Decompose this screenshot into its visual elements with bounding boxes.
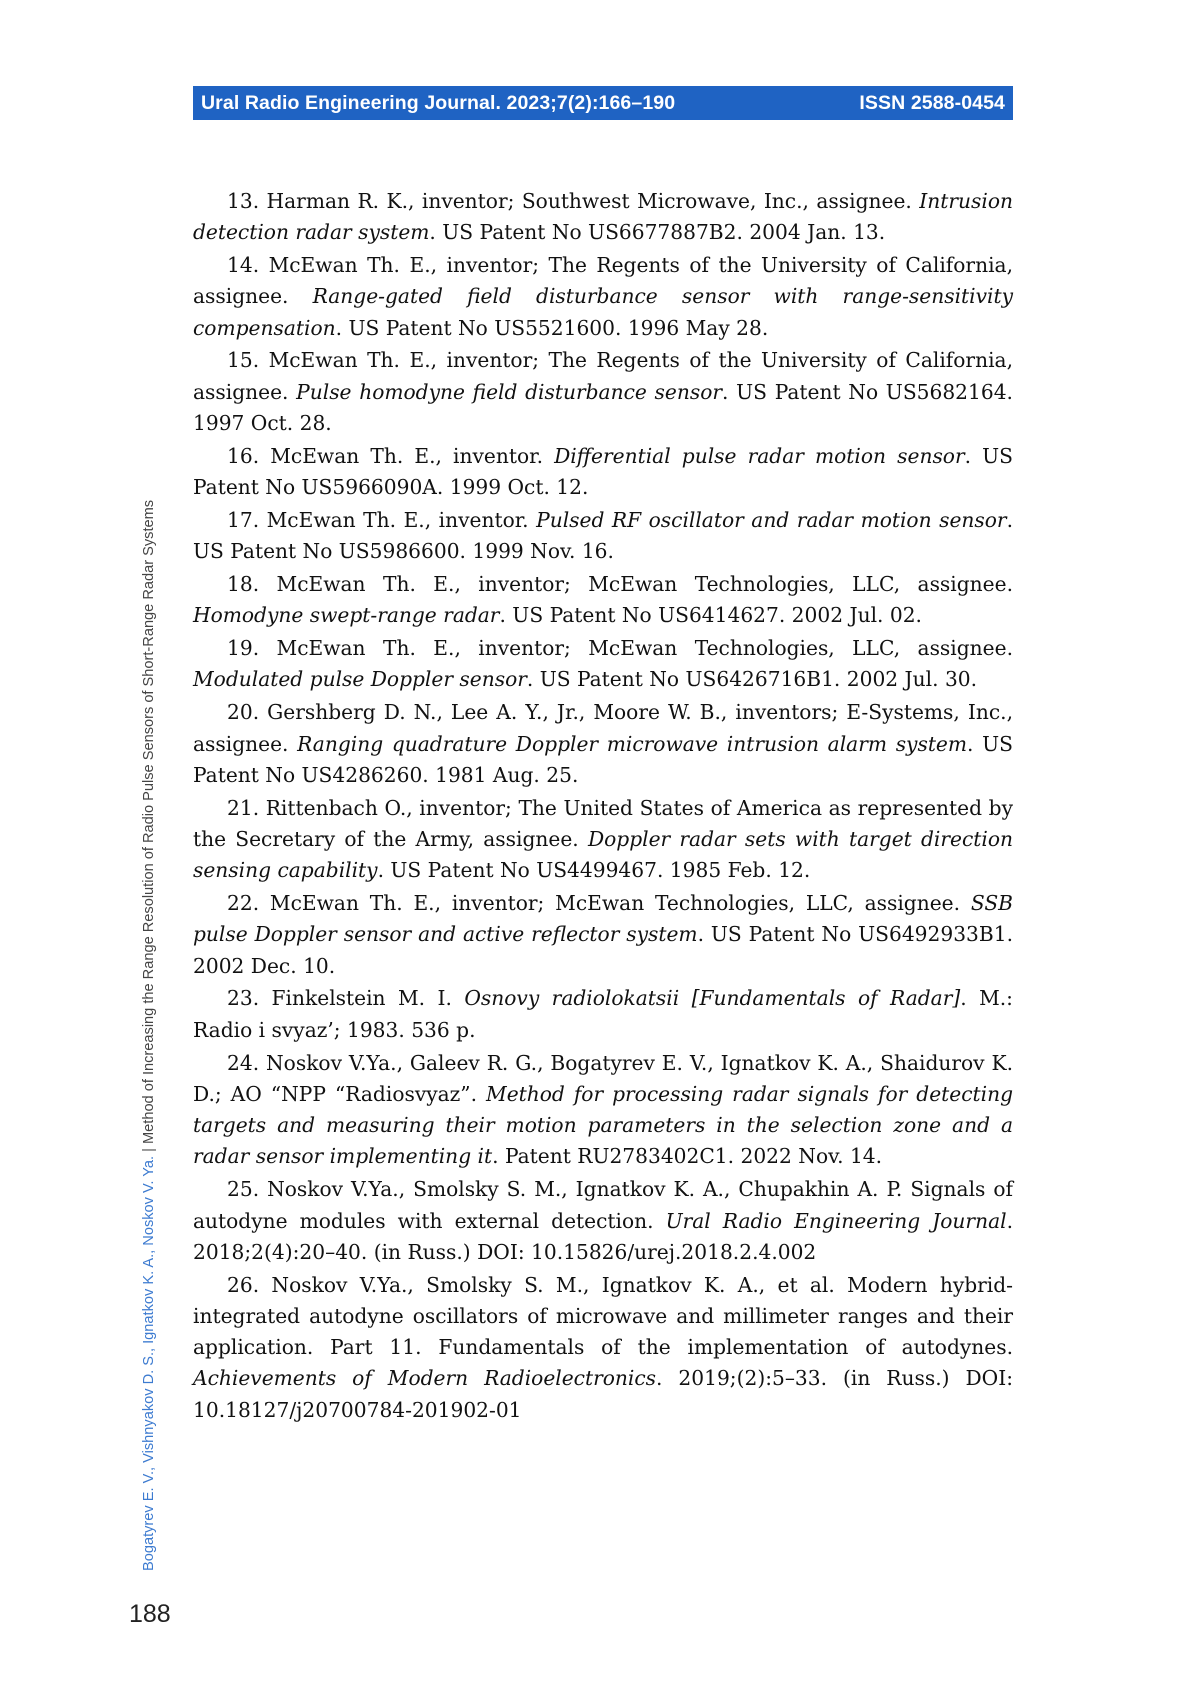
reference-details: . US Patent No US6492933B1. 2002 Dec. 10. (193, 922, 1013, 978)
reference-text: 17. McEwan Th. E., inventor. (227, 507, 537, 532)
reference-text: 23. Finkelstein M. I. (227, 986, 465, 1011)
reference-details: . US Patent No US4499467. 1985 Feb. 12. (377, 858, 811, 883)
reference-item (193, 983, 1013, 1046)
reference-title: Pulsed RF oscillator and radar motion sensor (536, 507, 1007, 532)
reference-details: . US Patent No US6426716B1. 2002 Jul. 30. (526, 667, 978, 692)
reference-details: . US Patent No US5986600. 1999 Nov. 16. (193, 507, 1013, 564)
reference-details: . US Patent No US5682164. 1997 Oct. 28. (193, 379, 1013, 436)
journal-issn: ISSN 2588-0454 (859, 91, 1005, 114)
reference-text: 15. McEwan Th. E., inventor; The Regents of the University of California, assignee. (193, 348, 1013, 404)
reference-list (193, 186, 1013, 1428)
reference-item (193, 633, 1013, 696)
reference-details: . 2018;2(4):20–40. (in Russ.) DOI: 10.15826/urej.2018.2.4.002 (193, 1208, 1013, 1264)
reference-title: Intrusion detection radar system (193, 189, 1013, 245)
side-article-title: Method of Increasing the Range Resolution of Radio Pulse Sensors of Short-Range Radar Systems (141, 499, 157, 1144)
reference-title: Modulated pulse Doppler sensor (193, 667, 527, 692)
reference-text: 14. McEwan Th. E., inventor; The Regents of the University of California, assignee. (193, 253, 1013, 309)
side-separator: | (141, 1148, 157, 1152)
reference-details: . US Patent No US5966090A. 1999 Oct. 12. (193, 443, 1013, 500)
journal-header-bar (193, 86, 1013, 120)
reference-item (193, 1048, 1013, 1173)
reference-text: 18. McEwan Th. E., inventor; McEwan Technologies, LLC, assignee. (227, 572, 1013, 597)
reference-item (193, 888, 1013, 982)
side-running-title (140, 316, 158, 1571)
journal-citation: Ural Radio Engineering Journal. 2023;7(2):166–190 (201, 91, 676, 114)
reference-item (193, 793, 1013, 887)
reference-item (193, 569, 1013, 632)
reference-title: Pulse homodyne field disturbance sensor (296, 379, 723, 404)
reference-title: Differential pulse radar motion sensor (554, 443, 965, 468)
reference-item (193, 441, 1013, 504)
reference-details: . US Patent No US6414627. 2002 Jul. 02. (499, 603, 922, 628)
reference-details: . US Patent No US4286260. 1981 Aug. 25. (193, 731, 1013, 787)
reference-details: . US Patent No US6677887B2. 2004 Jan. 13. (429, 220, 886, 245)
reference-title: Doppler radar sets with target direction sensing capability (193, 826, 1013, 883)
reference-title: Method for processing radar signals for detecting targets and measuring their motion parameters in the selection zone and a radar sensor implementing it (193, 1081, 1014, 1169)
reference-title: Osnovy radiolokatsii [Fundamentals of Radar] (464, 986, 961, 1011)
reference-item (193, 186, 1013, 249)
reference-text: 20. Gershberg D. N., Lee A. Y., Jr., Moore W. B., inventors; E-Systems, Inc., assignee. (193, 700, 1013, 756)
reference-details: . US Patent No US5521600. 1996 May 28. (335, 315, 769, 340)
page-number: 188 (129, 1600, 171, 1628)
reference-text: 19. McEwan Th. E., inventor; McEwan Technologies, LLC, assignee. (227, 636, 1013, 661)
reference-details: . 2019;(2):5–33. (in Russ.) DOI: 10.18127/j20700784-201902-01 (193, 1366, 1014, 1422)
reference-title: Achievements of Modern Radioelectronics (193, 1366, 657, 1391)
reference-item (193, 345, 1013, 439)
reference-details: . M.: Radio i svyaz’; 1983. 536 p. (193, 986, 1013, 1042)
reference-text: 13. Harman R. K., inventor; Southwest Microwave, Inc., assignee. (227, 189, 920, 213)
reference-item (193, 1270, 1013, 1426)
reference-text: 24. Noskov V.Ya., Galeev R. G., Bogatyrev E. V., Ignatkov K. A., Shaidurov K. D.; AO “NPP “Radiosvyaz”. (193, 1050, 1013, 1106)
reference-title: Ural Radio Engineering Journal (665, 1208, 1007, 1233)
side-authors: Bogatyrev E. V., Vishnyakov D. S., Ignatkov K. A., Noskov V. Ya. (141, 1155, 157, 1571)
reference-title: Homodyne swept-range radar (193, 603, 500, 628)
reference-title: Range-gated field disturbance sensor with range-sensitivity compensation (193, 284, 1013, 340)
reference-text: 22. McEwan Th. E., inventor; McEwan Technologies, LLC, assignee. (227, 891, 971, 916)
reference-item (193, 697, 1013, 791)
reference-text: 26. Noskov V.Ya., Smolsky S. M., Ignatkov K. A., et al. Modern hybrid-integrated autodyne oscillators of microwave and millimeter ranges and their application. Part 11. Fundamentals of the implementation of autodynes. (193, 1272, 1013, 1360)
reference-title: SSB pulse Doppler sensor and active reflector system (193, 891, 1013, 947)
reference-title: Ranging quadrature Doppler microwave intrusion alarm system (297, 731, 968, 756)
reference-item (193, 505, 1013, 568)
reference-text: 16. McEwan Th. E., inventor. (227, 443, 555, 468)
reference-item (193, 250, 1013, 344)
reference-text: 25. Noskov V.Ya., Smolsky S. M., Ignatkov K. A., Chupakhin A. P. Signals of autodyne modules with external detection. (193, 1177, 1013, 1233)
reference-details: . Patent RU2783402C1. 2022 Nov. 14. (492, 1144, 883, 1169)
reference-item (193, 1174, 1013, 1268)
reference-text: 21. Rittenbach O., inventor; The United States of America as represented by the Secretary of the Army, assignee. (193, 795, 1013, 851)
